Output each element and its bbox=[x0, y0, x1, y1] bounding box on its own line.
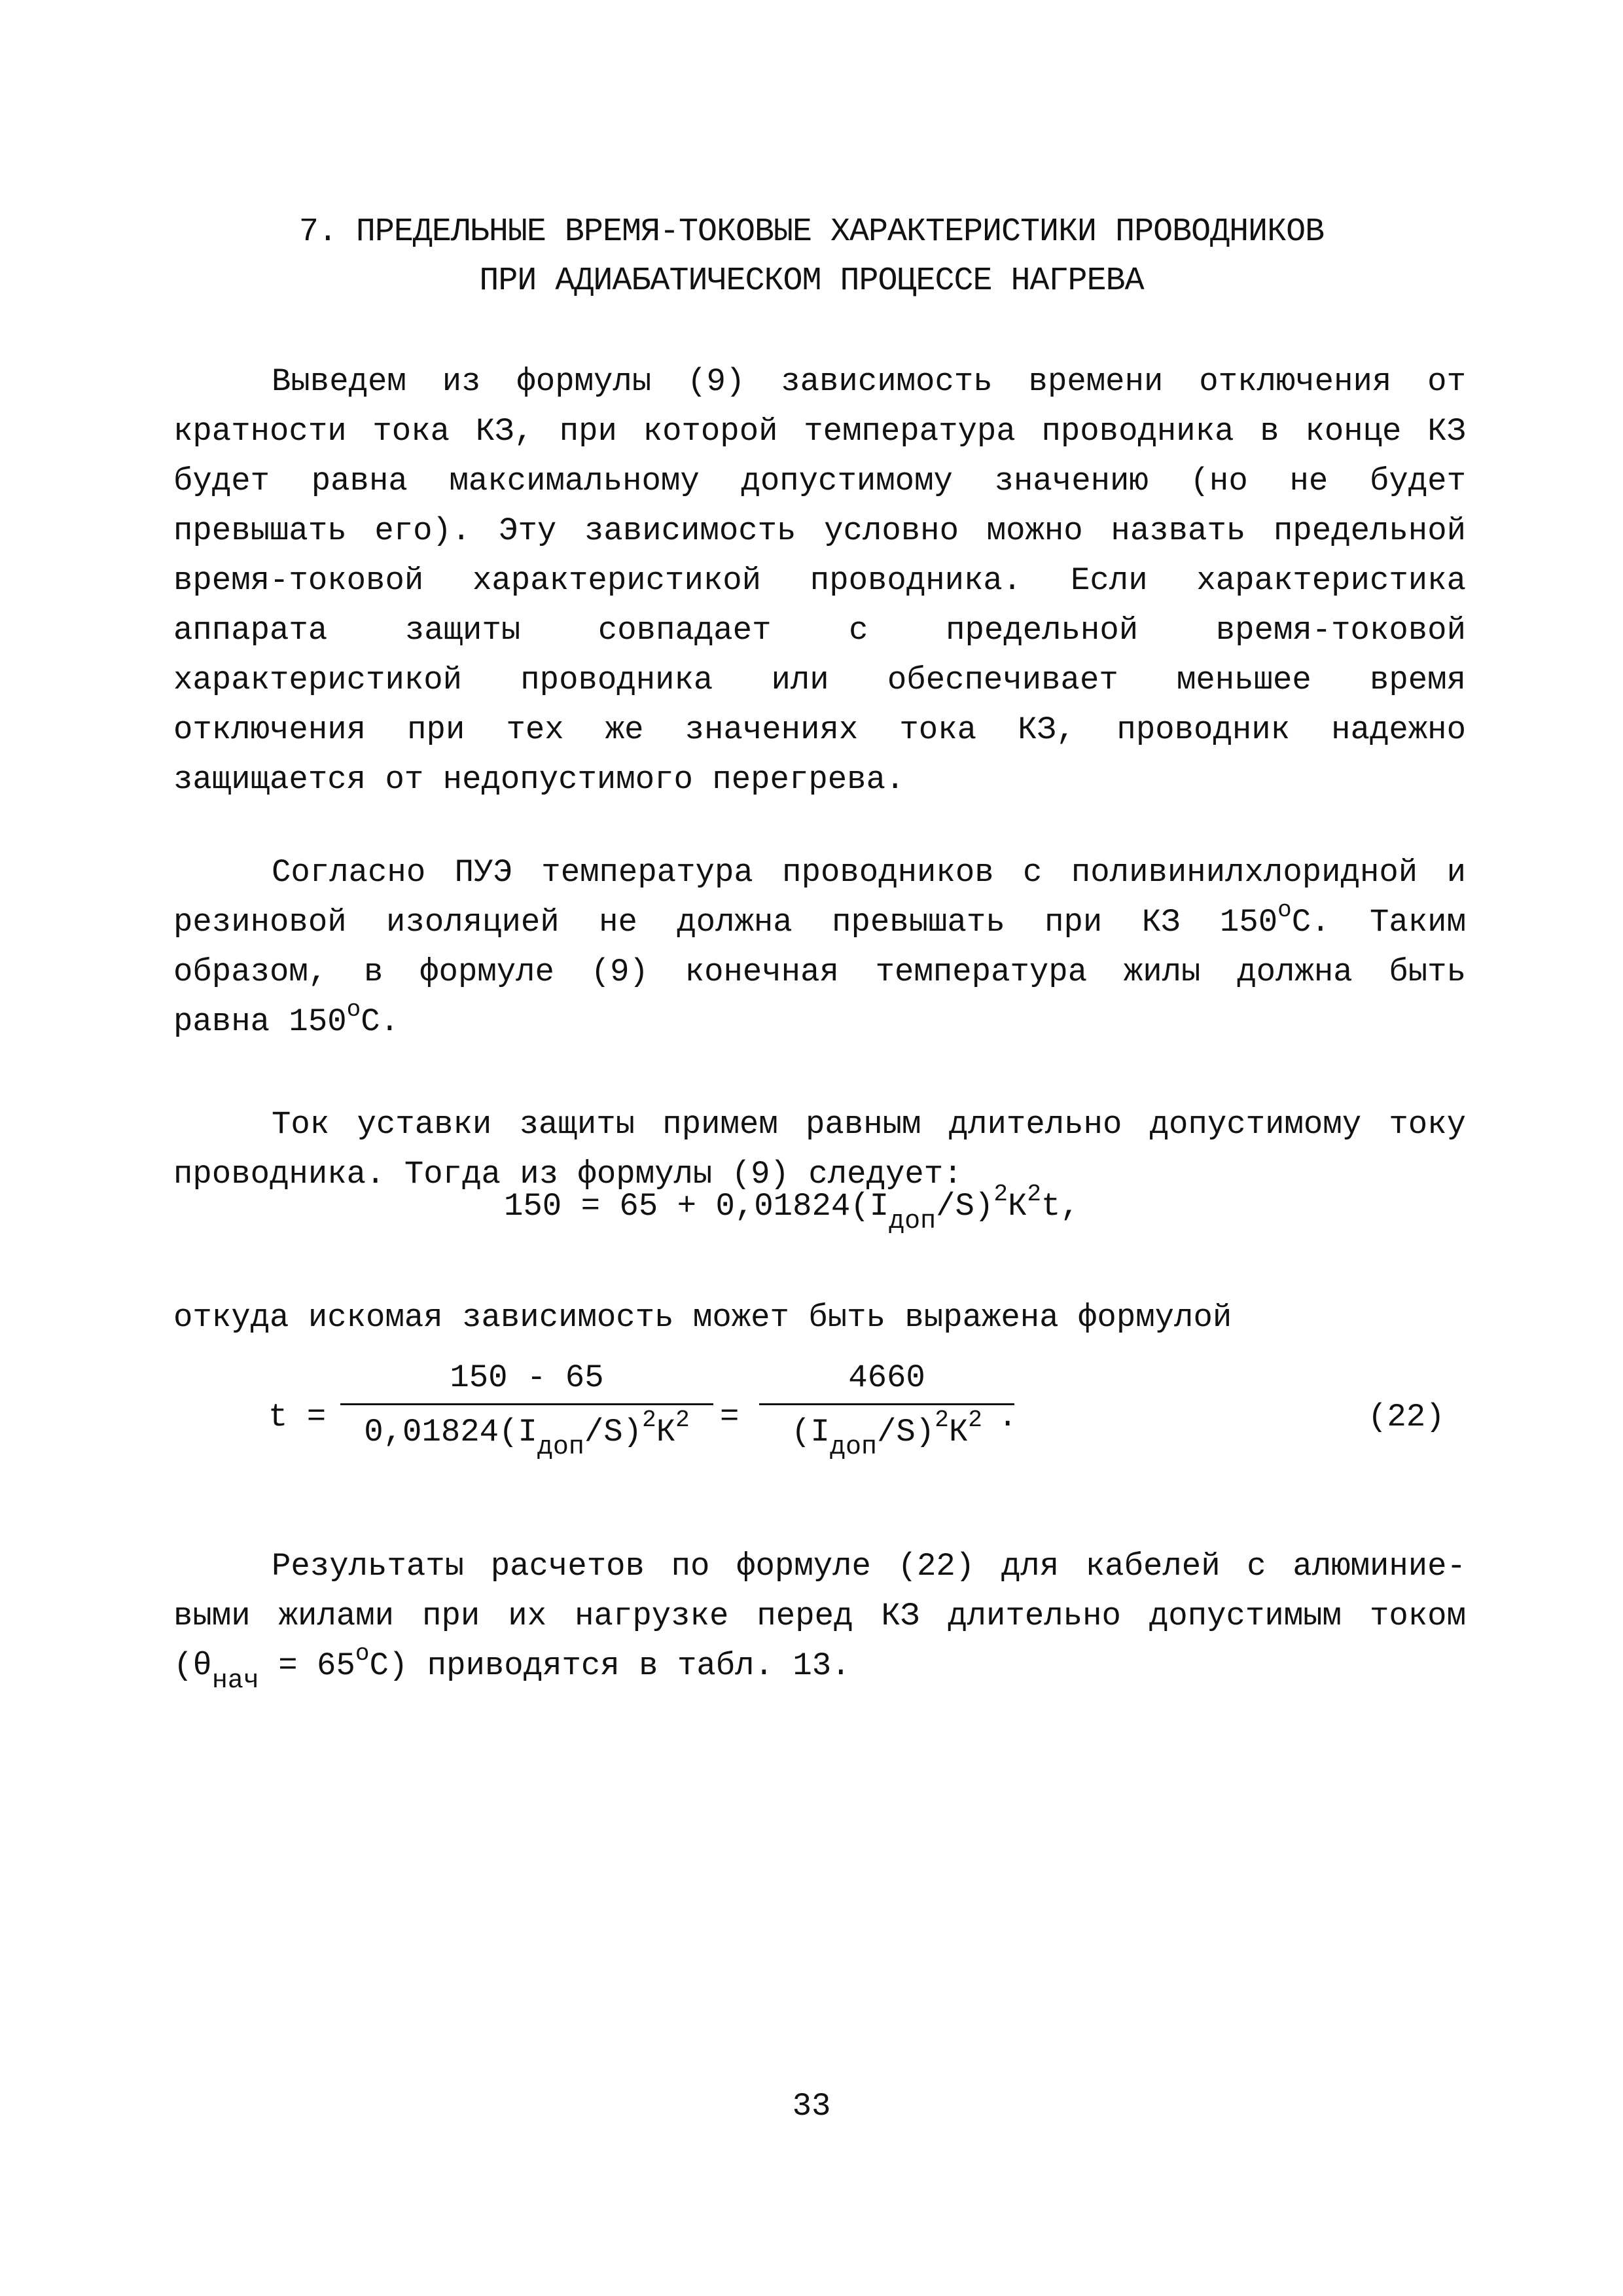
page-number: 33 bbox=[792, 2088, 831, 2125]
paragraph-line: защищается от недопустимого перегрева. bbox=[173, 761, 905, 798]
paragraph-line: резиновой изоляцией не должна превышать при КЗ $150^оС$. Таким bbox=[173, 897, 1466, 941]
paragraph-line: равна $150^оС$. bbox=[173, 996, 400, 1040]
paragraph-1 bbox=[173, 357, 1466, 804]
equation-period: . bbox=[998, 1399, 1018, 1435]
paragraph-line: Результаты расчетов по формуле (22) для кабелей с алюминие- bbox=[272, 1548, 1466, 1585]
fraction-1 bbox=[340, 1355, 713, 1462]
paragraph-line: отключения при тех же значениях тока КЗ, проводник надежно bbox=[173, 711, 1466, 748]
paragraph-4 bbox=[173, 1293, 1466, 1342]
paragraph-line: кратности тока КЗ, при которой температура проводника в конце КЗ bbox=[173, 413, 1466, 450]
equation-number: (22) bbox=[1368, 1399, 1445, 1435]
paragraph-2 bbox=[173, 848, 1466, 1047]
paragraph-line: превышать его). Эту зависимость условно можно назвать предельной bbox=[173, 512, 1466, 549]
paragraph-line: Выведем из формулы (9) зависимость времени отключения от bbox=[272, 363, 1466, 400]
paragraph-line: Согласно ПУЭ температура проводников с поливинилхлоридной и bbox=[272, 854, 1466, 891]
paragraph-line: проводника. Тогда из формулы (9) следует: bbox=[173, 1156, 963, 1193]
fraction-1-denominator: $0,01824(I_{доп}/S)^2К^2$ bbox=[364, 1407, 690, 1462]
fraction-1-numerator: 150 - 65 bbox=[450, 1359, 604, 1396]
paragraph-line: время-токовой характеристикой проводника. Если характеристика bbox=[173, 562, 1466, 599]
paragraph-line: аппарата защиты совпадает с предельной время-токовой bbox=[173, 612, 1466, 649]
paragraph-line: $(\theta_{нач} = 65^оС)$ приводятся в табл. 13. bbox=[173, 1640, 851, 1696]
paragraph-line: образом, в формуле (9) конечная температура жилы должна быть bbox=[173, 954, 1466, 990]
paragraph-line: откуда искомая зависимость может быть выражена формулой bbox=[173, 1299, 1232, 1336]
equals-sign: = bbox=[720, 1399, 740, 1435]
equation-1: $150 = 65 + 0,01824(I_{доп}/S)^2К^2t$, bbox=[504, 1181, 1080, 1236]
paragraph-line: выми жилами при их нагрузке перед КЗ длительно допустимым током bbox=[173, 1598, 1466, 1634]
fraction-bar bbox=[340, 1403, 713, 1405]
section-heading-line1: 7. ПРЕДЕЛЬНЫЕ ВРЕМЯ-ТОКОВЫЕ ХАРАКТЕРИСТИКИ ПРОВОДНИКОВ bbox=[298, 213, 1325, 251]
equation-lhs: t = bbox=[268, 1399, 327, 1435]
section-heading-line2: ПРИ АДИАБАТИЧЕСКОМ ПРОЦЕССЕ НАГРЕВА bbox=[479, 262, 1144, 300]
fraction-bar bbox=[759, 1403, 1014, 1405]
fraction-2-numerator: 4660 bbox=[848, 1359, 925, 1396]
fraction-2-denominator: $(I_{доп}/S)^2К^2$ bbox=[791, 1407, 982, 1462]
fraction-2 bbox=[759, 1355, 1014, 1462]
paragraph-line: характеристикой проводника или обеспечивает меньшее время bbox=[173, 662, 1466, 698]
paragraph-line: будет равна максимальному допустимому значению (но не будет bbox=[173, 463, 1466, 499]
paragraph-5 bbox=[173, 1541, 1466, 1696]
paragraph-line: Ток уставки защиты примем равным длительно допустимому току bbox=[272, 1106, 1466, 1143]
